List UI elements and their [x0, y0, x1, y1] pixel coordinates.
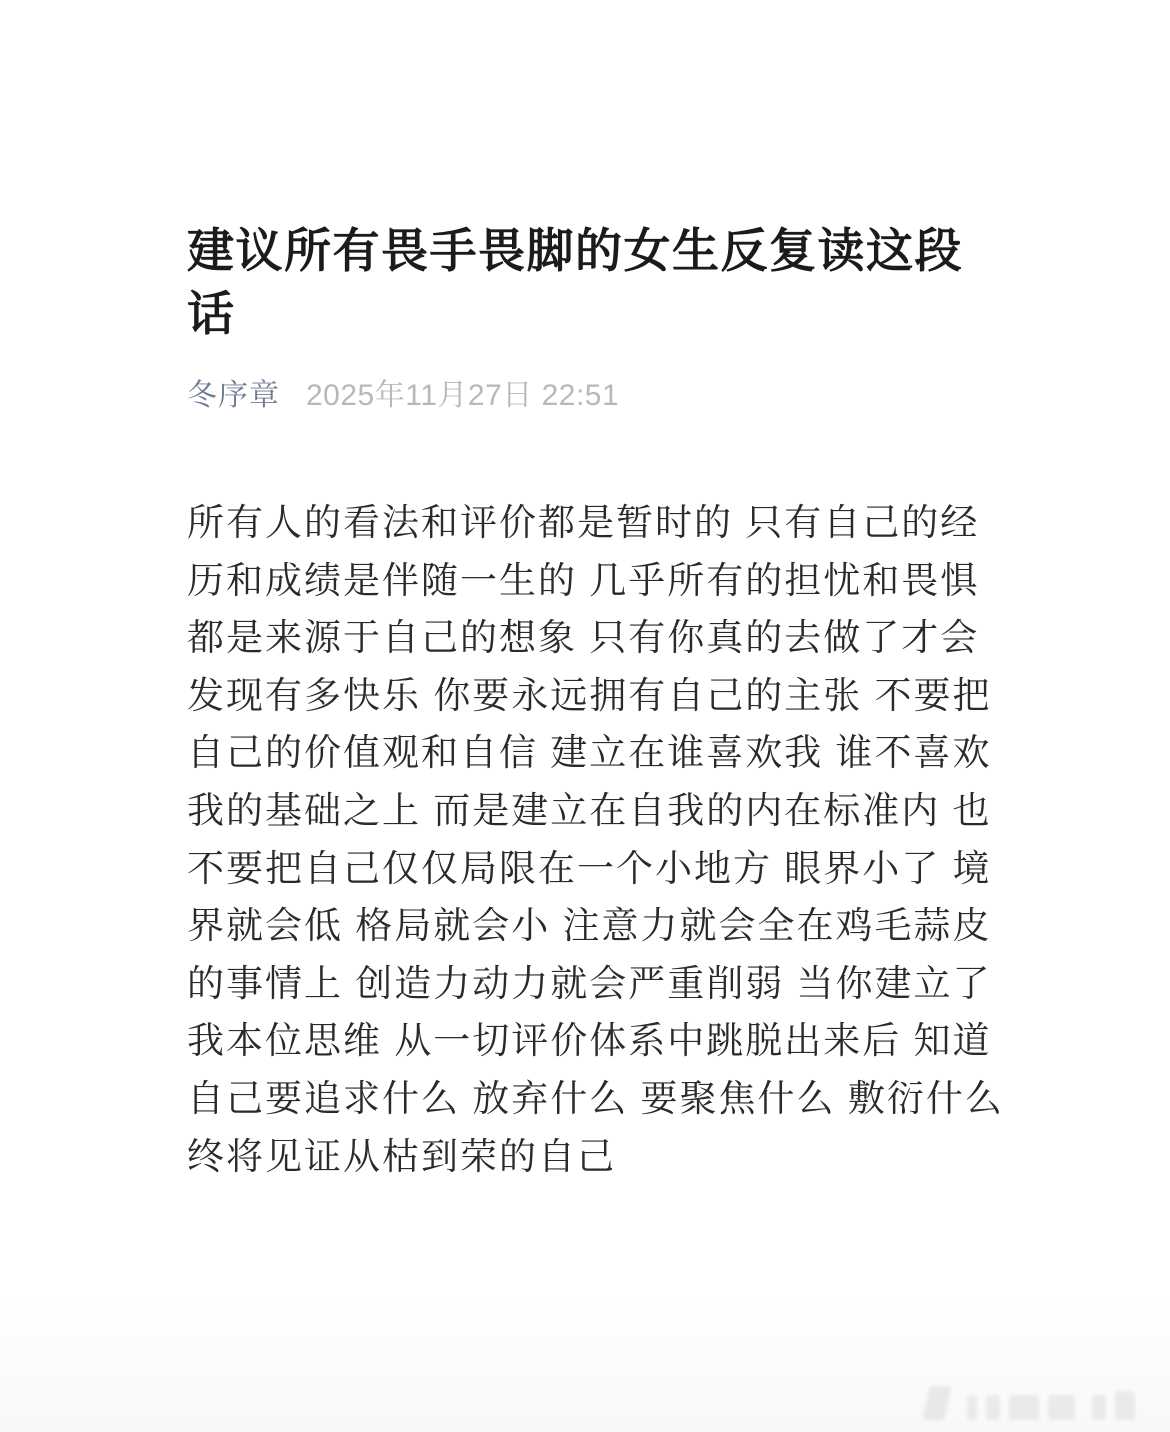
body-line: 我的基础之上 而是建立在自我的内在标准内 也	[187, 789, 992, 831]
body-line: 的事情上 创造力动力就会严重削弱 当你建立了	[187, 962, 992, 1004]
body-line: 都是来源于自己的想象 只有你真的去做了才会	[187, 617, 980, 659]
body-line: 自己的价值观和自信 建立在谁喜欢我 谁不喜欢	[187, 732, 992, 774]
watermark-logo-icon	[922, 1386, 951, 1420]
article-body	[187, 494, 1004, 1185]
watermark-glyph	[1009, 1395, 1039, 1420]
body-line: 我本位思维 从一切评价体系中跳脱出来后 知道	[187, 1020, 992, 1062]
article-title-line-1: 建议所有畏手畏脚的女生反复读这段	[187, 224, 963, 277]
publish-timestamp: 2025年11月27日 22:51	[306, 379, 620, 412]
article-title	[187, 219, 985, 345]
watermark	[926, 1386, 1135, 1420]
watermark-glyph	[986, 1395, 1000, 1420]
body-line: 历和成绩是伴随一生的 几乎所有的担忧和畏惧	[187, 559, 980, 601]
body-line: 不要把自己仅仅局限在一个小地方 眼界小了 境	[187, 847, 992, 889]
watermark-glyph	[967, 1395, 977, 1420]
body-line: 发现有多快乐 你要永远拥有自己的主张 不要把	[187, 674, 992, 716]
body-line: 终将见证从枯到荣的自己	[187, 1135, 616, 1177]
article-meta	[187, 376, 985, 416]
author-link[interactable]: 冬序章	[187, 379, 280, 412]
article-title-line-2: 话	[187, 287, 236, 340]
body-line: 界就会低 格局就会小 注意力就会全在鸡毛蒜皮	[187, 905, 992, 947]
watermark-glyph	[1115, 1391, 1135, 1420]
body-line: 所有人的看法和评价都是暂时的 只有自己的经	[187, 502, 980, 543]
watermark-glyph	[1048, 1395, 1075, 1420]
watermark-glyph	[1092, 1395, 1106, 1420]
body-line: 自己要追求什么 放弃什么 要聚焦什么 敷衍什么	[187, 1077, 1004, 1119]
